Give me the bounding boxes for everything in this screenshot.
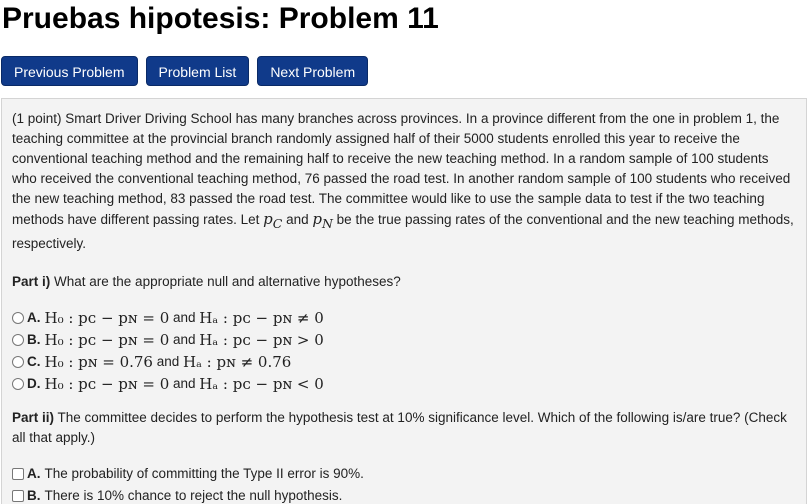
problem-intro: (1 point) Smart Driver Driving School has many branches across provinces. In a province different from the one in problem 1, the teaching committee at the provincial branch randomly assigned half of their 5000 students enrolled this year to receive the conventional teaching method and the remaining half to receive the new teaching method. In a random sample of 100 students who received the conventional teaching method, 76 passed the road test. In another random sample of 100 students who received the new teaching method, 83 passed the road test. The committee would like to use the sample data to test if the two teaching methods have different passing rates. Let $p_C$ and $p_N$ be the true passing rates of the conventional and the new teaching methods, respectively. bbox=[12, 111, 794, 251]
var-p-n: $p_N$ bbox=[312, 210, 333, 231]
part2-option-a[interactable]: A. The probability of committing the Type II error is 90%. bbox=[12, 464, 796, 484]
part1-option-c[interactable]: C. H₀ : pɴ = 0.76 and Hₐ : pɴ ≠ 0.76 bbox=[12, 352, 796, 372]
part1-option-d[interactable]: D. H₀ : pᴄ − pɴ = 0 and Hₐ : pᴄ − pɴ < 0 bbox=[12, 374, 796, 394]
checkbox[interactable] bbox=[12, 468, 24, 480]
null-hypothesis: H₀ : pɴ = 0.76 bbox=[44, 353, 153, 371]
radio-button[interactable] bbox=[12, 378, 24, 390]
part2-options bbox=[12, 464, 796, 504]
problem-list-button[interactable]: Problem List bbox=[146, 56, 250, 86]
radio-button[interactable] bbox=[12, 312, 24, 324]
null-hypothesis: H₀ : pᴄ − pɴ = 0 bbox=[44, 309, 170, 327]
part1-question: Part i) What are the appropriate null and alternative hypotheses? bbox=[12, 274, 401, 289]
checkbox[interactable] bbox=[12, 490, 24, 502]
alt-hypothesis: Hₐ : pɴ ≠ 0.76 bbox=[183, 353, 292, 371]
part1-option-a[interactable]: A. H₀ : pᴄ − pɴ = 0 and Hₐ : pᴄ − pɴ ≠ 0 bbox=[12, 308, 796, 328]
part1-option-b[interactable]: B. H₀ : pᴄ − pɴ = 0 and Hₐ : pᴄ − pɴ > 0 bbox=[12, 330, 796, 350]
var-p-c: $p_C$ bbox=[263, 210, 283, 231]
problem-nav bbox=[1, 56, 368, 86]
part1-options bbox=[12, 308, 796, 394]
previous-problem-button[interactable]: Previous Problem bbox=[1, 56, 138, 86]
part2-option-b[interactable]: B. There is 10% chance to reject the null hypothesis. bbox=[12, 486, 796, 504]
points-label: (1 point) bbox=[12, 111, 62, 126]
alt-hypothesis: Hₐ : pᴄ − pɴ ≠ 0 bbox=[199, 309, 324, 327]
part2-question: Part ii) The committee decides to perform the hypothesis test at 10% significance level. Which of the following is/are true? (Check all that apply.) bbox=[12, 410, 787, 445]
null-hypothesis: H₀ : pᴄ − pɴ = 0 bbox=[44, 331, 170, 349]
alt-hypothesis: Hₐ : pᴄ − pɴ < 0 bbox=[199, 375, 324, 393]
problem-body bbox=[1, 98, 807, 504]
next-problem-button[interactable]: Next Problem bbox=[257, 56, 368, 86]
page-title: Pruebas hipotesis: Problem 11 bbox=[2, 2, 439, 35]
radio-button[interactable] bbox=[12, 334, 24, 346]
alt-hypothesis: Hₐ : pᴄ − pɴ > 0 bbox=[199, 331, 324, 349]
null-hypothesis: H₀ : pᴄ − pɴ = 0 bbox=[44, 375, 170, 393]
radio-button[interactable] bbox=[12, 356, 24, 368]
